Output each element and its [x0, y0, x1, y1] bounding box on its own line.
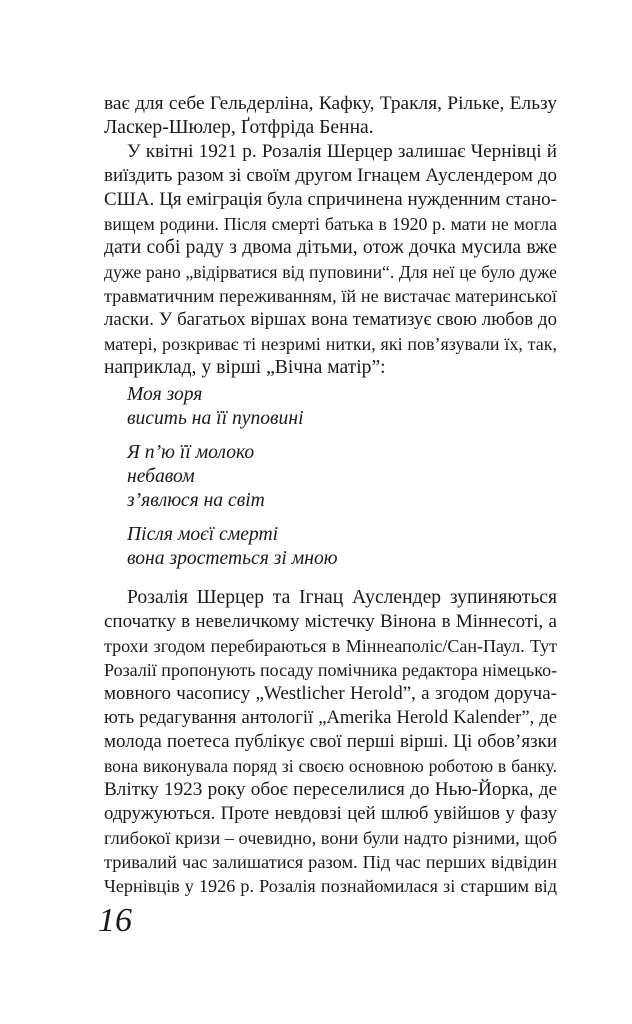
paragraph-3-line-4: Розалії пропонують посаду помічника редактора німецько- — [104, 660, 558, 680]
poem-stanza-2-line-1: Я п’ю її молоко — [127, 442, 255, 463]
paragraph-3-line-12: тривалий час залишатися разом. Під час перших відвідин — [104, 852, 557, 872]
paragraph-3-line-1: Розалія Шерцер та Ігнац Ауслендер зупиняються — [127, 587, 557, 608]
poem-stanza-2-line-2: небавом — [127, 466, 195, 487]
paragraph-2-line-8: ласки. У багатьох віршах вона тематизує свою любов до — [104, 309, 557, 330]
page-number: 16 — [98, 902, 132, 939]
paragraph-2-line-5: дати собі раду з двома дітьми, отож дочка мусила вже — [104, 237, 557, 258]
paragraph-1-line-2: Ласкер-Шюлер, Ґотфріда Бенна. — [104, 117, 374, 138]
paragraph-3-line-5: мовного часопису „Westlicher Herold”, а згодом доруча- — [104, 683, 557, 704]
paragraph-3-line-2: спочатку в невеличкому містечку Вінона в Міннесоті, а — [104, 611, 557, 632]
paragraph-3-line-8: вона виконувала поряд зі своєю основною роботою в банку. — [104, 756, 557, 776]
paragraph-2-line-1: У квітні 1921 р. Розалія Шерцер залишає Чернівці й — [127, 141, 557, 162]
paragraph-3-line-7: молода поетеса публікує свої перші вірші. Ці обов’язки — [104, 731, 557, 752]
paragraph-1-line-1: ває для себе Гельдерліна, Кафку, Тракля, Рільке, Ельзу — [104, 93, 557, 114]
paragraph-3-line-9: Влітку 1923 року обоє переселилися до Нью-Йорка, де — [104, 779, 557, 800]
paragraph-2-line-2: виїздить разом зі своїм другом Ігнацем Ауслендером до — [104, 165, 557, 186]
paragraph-2-line-4: вищем родини. Після смерті батька в 1920 р. мати не могла — [104, 214, 557, 234]
paragraph-3-line-3: трохи згодом перебираються в Міннеаполіс/Сан-Паул. Тут — [104, 636, 557, 656]
poem-stanza-3-line-1: Після моєї смерті — [127, 524, 279, 545]
paragraph-3-line-6: ють редагування антології „Amerika Herold Kalender”, де — [104, 707, 557, 728]
poem-stanza-2-line-3: з’явлюся на світ — [127, 490, 265, 511]
paragraph-2-line-7: травматичним переживанням, їй не вистачає материнської — [104, 286, 557, 306]
paragraph-3-line-13: Чернівців у 1926 р. Розалія познайомилася зі старшим від — [104, 876, 557, 896]
paragraph-3-line-11: глибокої кризи – очевидно, вони були надто різними, щоб — [104, 828, 558, 848]
poem-stanza-3-line-2: вона зростеться зі мною — [127, 548, 338, 569]
poem-stanza-1-line-1: Моя зоря — [127, 384, 203, 405]
paragraph-2-line-10: наприклад, у вірші „Вічна матір”: — [104, 357, 386, 378]
poem-stanza-1-line-2: висить на її пуповині — [127, 408, 304, 429]
paragraph-2-line-9: матері, розкриває ті незримі нитки, які пов’язували їх, так, — [104, 334, 557, 354]
paragraph-2-line-3: США. Ця еміграція була спричинена нужденним стано- — [104, 189, 557, 210]
paragraph-2-line-6: дуже рано „відірватися від пуповини“. Для неї це було дуже — [104, 262, 557, 282]
paragraph-3-line-10: одружуються. Проте невдовзі цей шлюб увійшов у фазу — [104, 803, 557, 824]
